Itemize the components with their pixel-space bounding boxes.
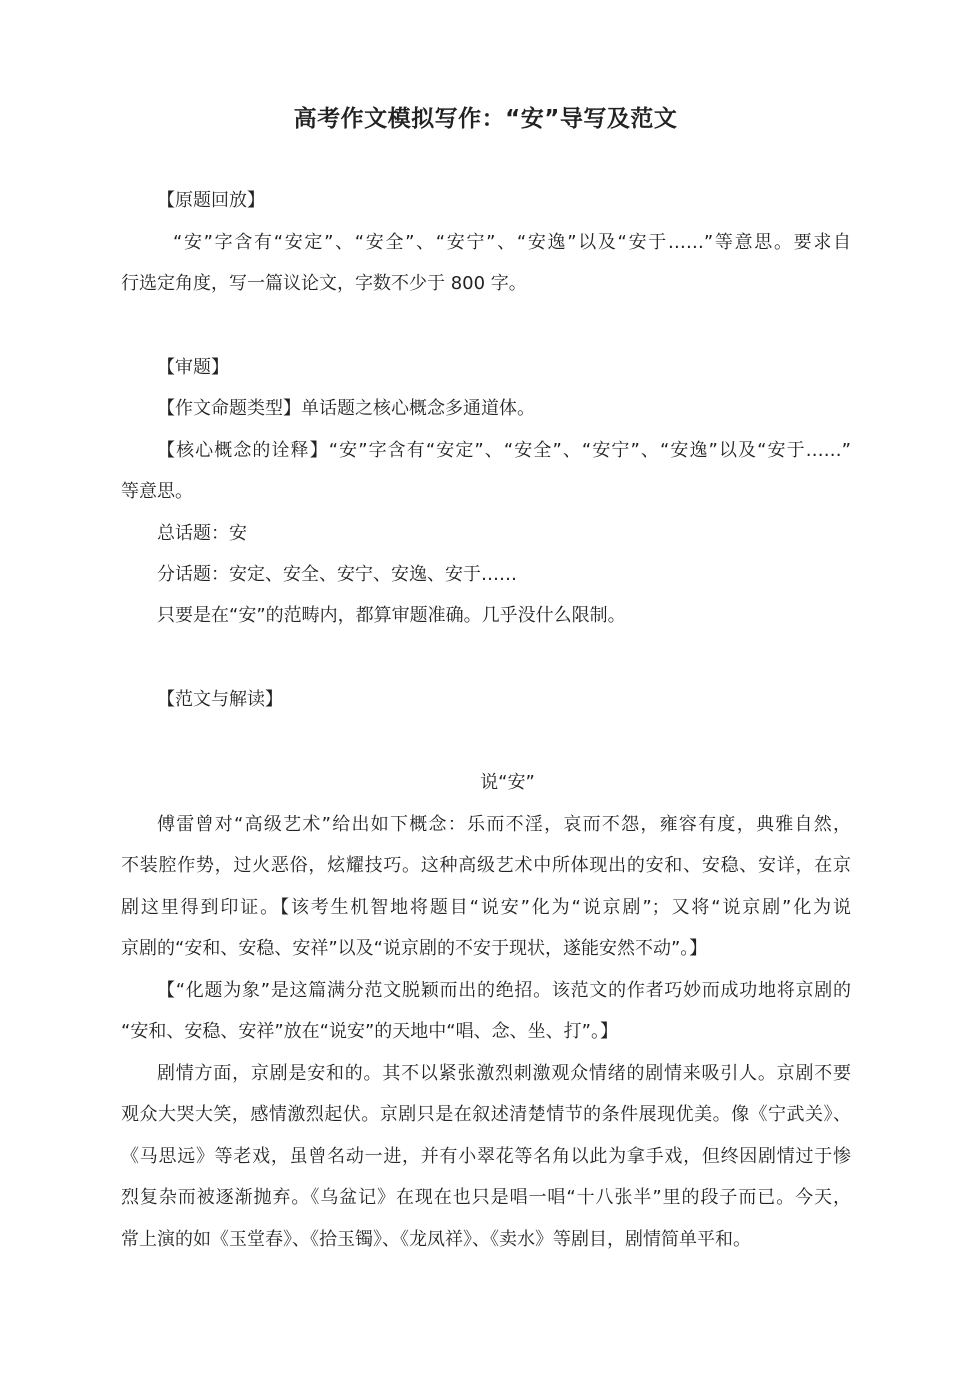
analysis-type-line: 【作文命题类型】单话题之核心概念多通道体。 [157, 398, 535, 419]
essay-para1-line-3: 剧这里得到印证。【该考生机智地将题目“说安”化为“说京剧”；又将“说京剧”化为说 [121, 897, 851, 918]
original-prompt-line-2: 行选定角度，写一篇议论文，字数不少于 800 字。 [121, 273, 527, 294]
analysis-concept-line-2: 等意思。 [121, 481, 193, 502]
essay-title: 说“安” [480, 772, 535, 793]
analysis-note: 只要是在“安”的范畴内，都算审题准确。几乎没什么限制。 [157, 605, 626, 626]
essay-para3-line-4: 烈复杂而被逐渐抛弃。《乌盆记》在现在也只是唱一唱“十八张半”里的段子而已。今天， [121, 1187, 851, 1208]
essay-para3-line-5: 常上演的如《玉堂春》、《拾玉镯》、《龙凤祥》、《卖水》等剧目，剧情简单平和。 [121, 1229, 751, 1250]
essay-para2-line-1: 【“化题为象”是这篇满分范文脱颖而出的绝招。该范文的作者巧妙而成功地将京剧的 [157, 980, 851, 1001]
analysis-sub-topics: 分话题：安定、安全、安宁、安逸、安于…… [157, 564, 517, 585]
section-heading-sample: 【范文与解读】 [157, 689, 283, 710]
original-prompt-line-1: “安”字含有“安定”、“安全”、“安宁”、“安逸”以及“安于……”等意思。要求自 [173, 232, 851, 253]
analysis-concept-line-1: 【核心概念的诠释】“安”字含有“安定”、“安全”、“安宁”、“安逸”以及“安于……” [157, 440, 851, 461]
document-title: 高考作文模拟写作：“安”导写及范文 [293, 106, 678, 132]
essay-para1-line-2: 不装腔作势，过火恶俗，炫耀技巧。这种高级艺术中所体现出的安和、安稳、安详，在京 [121, 855, 851, 876]
section-heading-analysis: 【审题】 [157, 357, 229, 378]
essay-para3-line-2: 观众大哭大笑，感情激烈起伏。京剧只是在叙述清楚情节的条件展现优美。像《宁武关》、 [121, 1104, 851, 1125]
essay-para1-line-4: 京剧的“安和、安稳、安祥”以及“说京剧的不安于现状，遂能安然不动”。】 [121, 938, 708, 959]
section-heading-original: 【原题回放】 [157, 190, 265, 211]
essay-para3-line-3: 《马思远》等老戏，虽曾名动一进，并有小翠花等名角以此为拿手戏，但终因剧情过于惨 [121, 1146, 851, 1167]
essay-para2-line-2: “安和、安稳、安祥”放在“说安”的天地中“唱、念、坐、打”。】 [121, 1021, 618, 1042]
analysis-main-topic: 总话题：安 [157, 523, 247, 544]
essay-para1-line-1: 傅雷曾对“高级艺术”给出如下概念：乐而不淫，哀而不怨，雍容有度，典雅自然， [157, 814, 851, 835]
essay-para3-line-1: 剧情方面，京剧是安和的。其不以紧张激烈刺激观众情绪的剧情来吸引人。京剧不要 [157, 1063, 851, 1084]
